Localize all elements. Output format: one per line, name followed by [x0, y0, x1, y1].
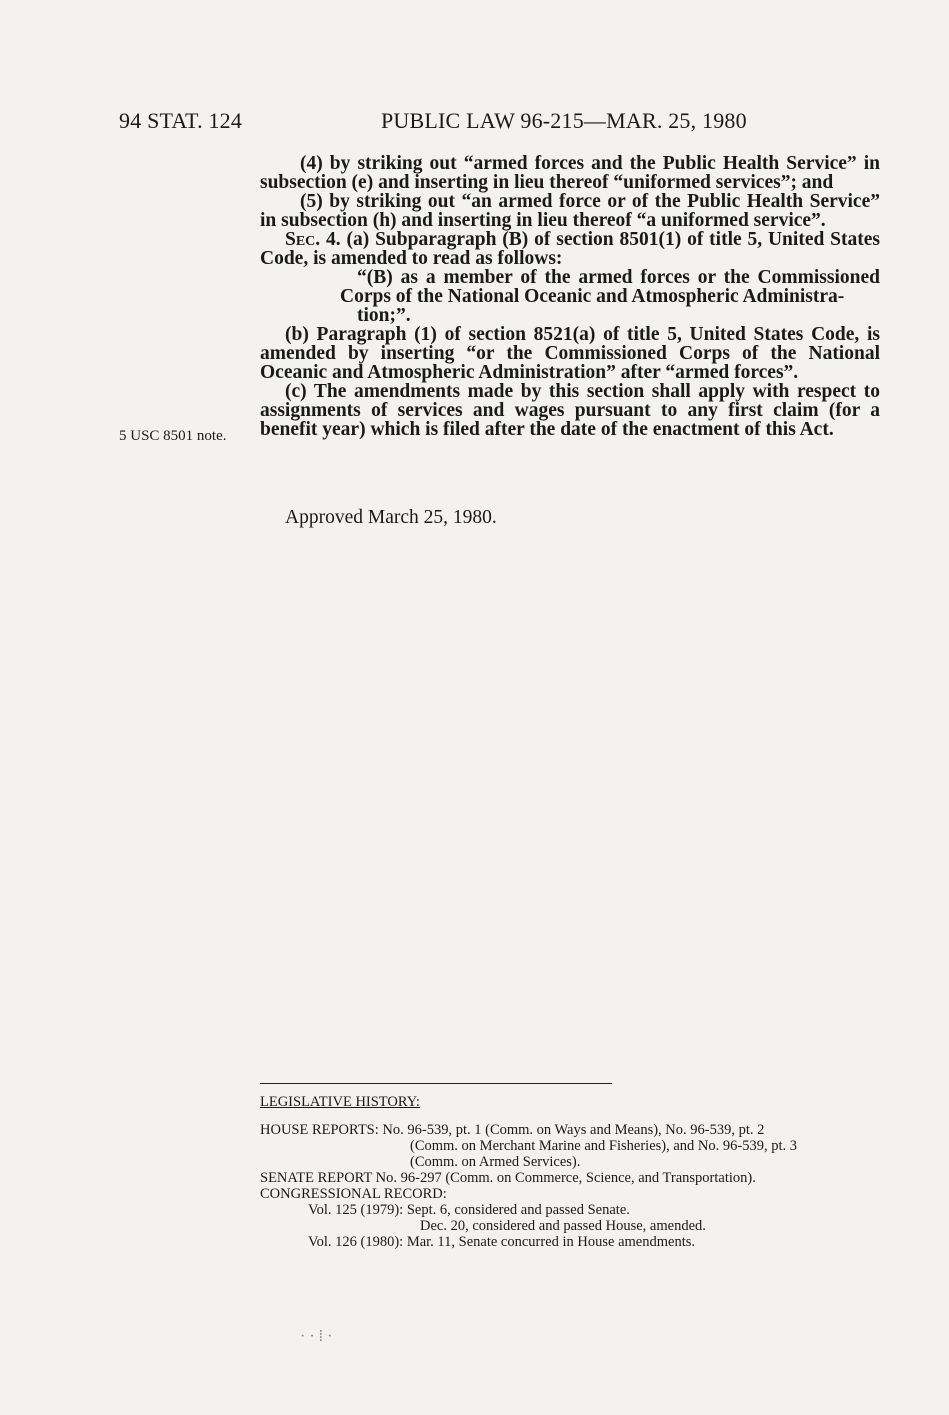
- approval-date: Approved March 25, 1980.: [285, 507, 497, 528]
- legislative-history-heading: LEGISLATIVE HISTORY:: [260, 1094, 420, 1110]
- margin-citation-note: 5 USC 8501 note.: [119, 428, 227, 444]
- paragraph-5: (5) by striking out “an armed force or of the Public Health Service” in subsection (h) and inserting in lieu thereof “a uniformed service”.: [260, 191, 880, 231]
- house-reports-cont-2: (Comm. on Armed Services).: [410, 1154, 581, 1170]
- statute-page-number: 94 STAT. 124: [119, 108, 243, 133]
- quoted-subparagraph-b: “(B) as a member of the armed forces or the Commissioned Corps of the National Oceanic and Atmospheric Administra-: [340, 267, 880, 307]
- vol-126-entry: Vol. 126 (1980): Mar. 11, Senate concurred in House amendments.: [308, 1234, 695, 1250]
- vol-125-entry: Vol. 125 (1979): Sept. 6, considered and passed Senate.: [308, 1202, 630, 1218]
- section-4a-text: 4. (a) Subparagraph (B) of section 8501(1) of title 5, United States Code, is amended to read as follows:: [260, 229, 880, 269]
- house-reports: [260, 1122, 885, 1138]
- public-law-title: PUBLIC LAW 96-215—MAR. 25, 1980: [381, 108, 747, 133]
- divider-rule: [260, 1083, 612, 1084]
- quoted-subparagraph-b-end: tion;”.: [357, 305, 411, 326]
- house-reports-label: HOUSE REPORTS:: [260, 1122, 379, 1138]
- section-4a: [260, 230, 880, 268]
- congressional-record-label: CONGRESSIONAL RECORD:: [260, 1186, 447, 1202]
- paragraph-4: (4) by striking out “armed forces and the Public Health Service” in subsection (e) and inserting in lieu thereof “uniformed services”; and: [260, 153, 880, 193]
- house-reports-cont-1: (Comm. on Merchant Marine and Fisheries), and No. 96-539, pt. 3: [410, 1138, 797, 1154]
- house-reports-text: No. 96-539, pt. 1 (Comm. on Ways and Means), No. 96-539, pt. 2: [378, 1122, 765, 1138]
- section-label: Sec.: [285, 229, 321, 250]
- statute-body: [260, 154, 880, 439]
- page-smudge-mark: · · ⁞ ·: [300, 1328, 333, 1345]
- legislative-history: [260, 1094, 885, 1250]
- subsection-c: (c) The amendments made by this section shall apply with respect to assignments of services and wages pursuant to any first claim (for a benefit year) which is filed after the date of the enactment of this Act.: [260, 381, 880, 440]
- vol-125-entry-b: Dec. 20, considered and passed House, amended.: [420, 1218, 706, 1234]
- senate-report: SENATE REPORT No. 96-297 (Comm. on Commerce, Science, and Transportation).: [260, 1170, 756, 1186]
- subsection-b: (b) Paragraph (1) of section 8521(a) of title 5, United States Code, is amended by inserting “or the Commissioned Corps of the National Oceanic and Atmospheric Administration” after “armed forces”.: [260, 324, 880, 383]
